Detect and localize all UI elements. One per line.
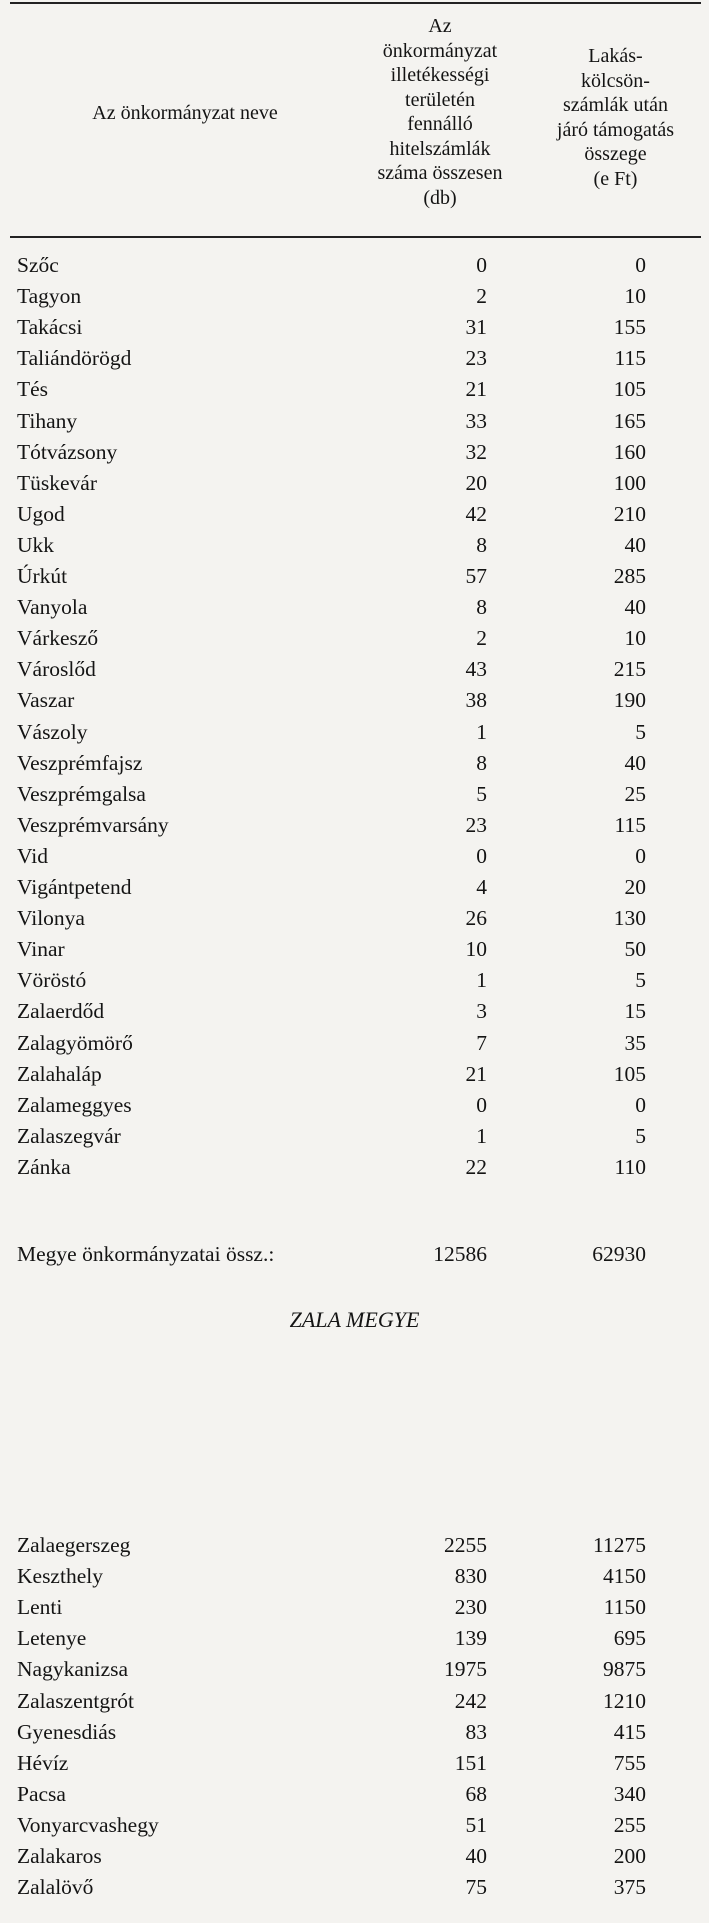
municipality-name: Zalalövő — [17, 1875, 94, 1900]
account-count: 230 — [454, 1595, 487, 1620]
support-amount: 5 — [635, 719, 646, 744]
support-amount: 15 — [624, 999, 646, 1024]
municipality-name: Tés — [17, 377, 49, 402]
support-amount: 35 — [624, 1030, 646, 1055]
header-line: összege — [584, 143, 647, 165]
support-amount: 50 — [624, 937, 646, 962]
total-amount: 62930 — [592, 1242, 646, 1266]
support-amount: 375 — [613, 1875, 646, 1900]
header-line: hitelszámlák — [389, 137, 491, 160]
municipality-name: Vigántpetend — [17, 875, 132, 899]
support-amount: 200 — [613, 1844, 646, 1868]
municipality-name: Vonyarcvashegy — [17, 1812, 159, 1837]
municipality-name: Gyenesdiás — [17, 1719, 117, 1744]
support-amount: 105 — [613, 1061, 646, 1086]
account-count: 38 — [465, 688, 487, 713]
account-count: 32 — [465, 439, 487, 464]
header-line: illetékességi — [390, 64, 490, 86]
municipality-name: Vid — [17, 843, 48, 868]
municipality-name: Úrkút — [17, 564, 68, 588]
account-count: 242 — [454, 1688, 487, 1713]
account-count: 40 — [465, 1844, 487, 1868]
account-count: 3 — [476, 999, 487, 1024]
support-amount: 285 — [613, 564, 646, 588]
municipality-name: Zalaszegvár — [17, 1123, 121, 1148]
municipality-name: Vilonya — [17, 906, 85, 931]
account-count: 8 — [476, 532, 487, 557]
header-count — [360, 14, 520, 210]
total-label: Megye önkormányzatai össz.: — [17, 1242, 275, 1266]
account-count: 1 — [476, 1123, 487, 1148]
header-line: kölcsön- — [581, 69, 650, 92]
account-count: 1975 — [444, 1657, 487, 1682]
account-count: 8 — [476, 595, 487, 620]
header-line: fennálló — [407, 113, 473, 135]
support-amount: 1150 — [603, 1595, 646, 1620]
support-amount: 215 — [613, 657, 646, 682]
municipality-name: Városlőd — [17, 657, 96, 682]
municipality-name: Tótvázsony — [17, 439, 118, 464]
support-amount: 25 — [624, 781, 646, 806]
support-amount: 115 — [614, 346, 646, 371]
municipality-name: Takácsi — [17, 315, 83, 340]
support-amount: 5 — [635, 1123, 646, 1148]
support-amount: 9875 — [603, 1657, 646, 1682]
account-count: 0 — [476, 253, 487, 277]
account-count: 4 — [476, 875, 487, 899]
header-line: önkormányzat — [382, 39, 498, 62]
support-amount: 5 — [635, 968, 646, 993]
support-amount: 155 — [613, 315, 646, 340]
account-count: 830 — [454, 1564, 487, 1589]
support-amount: 100 — [613, 470, 646, 495]
account-count: 1 — [476, 719, 487, 744]
municipality-name: Taliándörögd — [17, 346, 132, 371]
municipality-name: Nagykanizsa — [17, 1657, 129, 1682]
municipality-name: Veszprémgalsa — [17, 781, 146, 806]
municipality-name: Tüskevár — [17, 470, 97, 495]
account-count: 26 — [465, 906, 487, 931]
top-rule — [10, 2, 701, 4]
account-count: 83 — [465, 1719, 487, 1744]
header-line: Az — [428, 15, 452, 37]
account-count: 51 — [465, 1812, 487, 1837]
account-count: 75 — [465, 1875, 487, 1900]
municipality-name: Zalameggyes — [17, 1092, 132, 1117]
municipality-name: Zánka — [17, 1154, 71, 1179]
municipality-name: Zalagyömörő — [17, 1030, 133, 1055]
header-amount — [530, 44, 701, 191]
account-count: 7 — [476, 1030, 487, 1055]
account-count: 68 — [465, 1781, 487, 1806]
account-count: 23 — [465, 812, 487, 837]
support-amount: 160 — [613, 439, 646, 464]
account-count: 2 — [476, 284, 487, 309]
support-amount: 20 — [624, 875, 646, 899]
account-count: 42 — [465, 501, 487, 526]
support-amount: 130 — [613, 906, 646, 931]
account-count: 21 — [465, 1061, 487, 1086]
municipality-name: Tagyon — [17, 284, 82, 309]
municipality-name: Ukk — [17, 532, 55, 557]
header-line: (db) — [423, 186, 457, 209]
support-amount: 415 — [613, 1719, 646, 1744]
municipality-name: Tihany — [17, 408, 78, 433]
municipality-name: Pacsa — [17, 1781, 66, 1806]
municipality-name: Várkesző — [17, 626, 99, 651]
account-count: 23 — [465, 346, 487, 371]
header-line: száma összesen — [377, 162, 503, 184]
header-line: (e Ft) — [593, 167, 638, 190]
municipality-name: Hévíz — [17, 1750, 69, 1775]
header-line: számlák után — [563, 94, 668, 116]
municipality-name: Zalahaláp — [17, 1061, 102, 1086]
municipality-name: Vanyola — [17, 595, 88, 620]
support-amount: 755 — [613, 1750, 646, 1775]
support-amount: 40 — [624, 750, 646, 775]
support-amount: 40 — [624, 595, 646, 620]
municipality-name: Vászoly — [17, 719, 88, 744]
account-count: 2 — [476, 626, 487, 651]
header-rule — [10, 236, 701, 238]
support-amount: 110 — [614, 1154, 646, 1179]
support-amount: 210 — [613, 501, 646, 526]
municipality-name: Vinar — [17, 937, 65, 962]
municipality-name: Ugod — [17, 501, 65, 526]
account-count: 31 — [465, 315, 487, 340]
municipality-name: Zalaszentgrót — [17, 1688, 135, 1713]
support-amount: 1210 — [603, 1688, 646, 1713]
municipality-name: Vöröstó — [17, 968, 87, 993]
account-count: 0 — [476, 1092, 487, 1117]
total-count: 12586 — [433, 1242, 487, 1266]
account-count: 0 — [476, 843, 487, 868]
account-count: 20 — [465, 470, 487, 495]
support-amount: 115 — [614, 812, 646, 837]
support-amount: 0 — [635, 253, 646, 277]
support-amount: 0 — [635, 1092, 646, 1117]
county-title: ZALA MEGYE — [289, 1307, 420, 1332]
support-amount: 10 — [624, 626, 646, 651]
account-count: 22 — [465, 1154, 487, 1179]
municipality-name: Lenti — [17, 1595, 63, 1620]
account-count: 5 — [476, 781, 487, 806]
header-line: Lakás- — [588, 45, 643, 67]
support-amount: 10 — [624, 284, 646, 309]
account-count: 1 — [476, 968, 487, 993]
municipality-name: Letenye — [17, 1626, 87, 1651]
municipality-name: Szőc — [17, 253, 59, 277]
account-count: 33 — [465, 408, 487, 433]
header-line: területén — [405, 88, 475, 111]
municipality-name: Vaszar — [17, 688, 75, 713]
support-amount: 695 — [613, 1626, 646, 1651]
account-count: 8 — [476, 750, 487, 775]
support-amount: 165 — [613, 408, 646, 433]
account-count: 151 — [454, 1750, 487, 1775]
header-name: Az önkormányzat neve — [92, 102, 278, 124]
municipality-name: Veszprémfajsz — [17, 750, 143, 775]
municipality-name: Keszthely — [17, 1564, 103, 1589]
support-amount: 4150 — [603, 1564, 646, 1589]
support-amount: 190 — [613, 688, 646, 713]
account-count: 139 — [454, 1626, 487, 1651]
support-amount: 255 — [613, 1812, 646, 1837]
municipality-name: Zalaerdőd — [17, 999, 105, 1024]
account-count: 43 — [465, 657, 487, 682]
support-amount: 0 — [635, 843, 646, 868]
account-count: 21 — [465, 377, 487, 402]
support-amount: 40 — [624, 532, 646, 557]
account-count: 2255 — [444, 1533, 487, 1557]
support-amount: 340 — [613, 1781, 646, 1806]
municipality-name: Zalaegerszeg — [17, 1533, 131, 1557]
account-count: 10 — [465, 937, 487, 962]
support-amount: 105 — [613, 377, 646, 402]
support-amount: 11275 — [593, 1533, 646, 1557]
account-count: 57 — [465, 564, 487, 588]
municipality-name: Zalakaros — [17, 1844, 102, 1868]
municipality-name: Veszprémvarsány — [17, 812, 169, 837]
header-line: járó támogatás — [556, 118, 675, 141]
